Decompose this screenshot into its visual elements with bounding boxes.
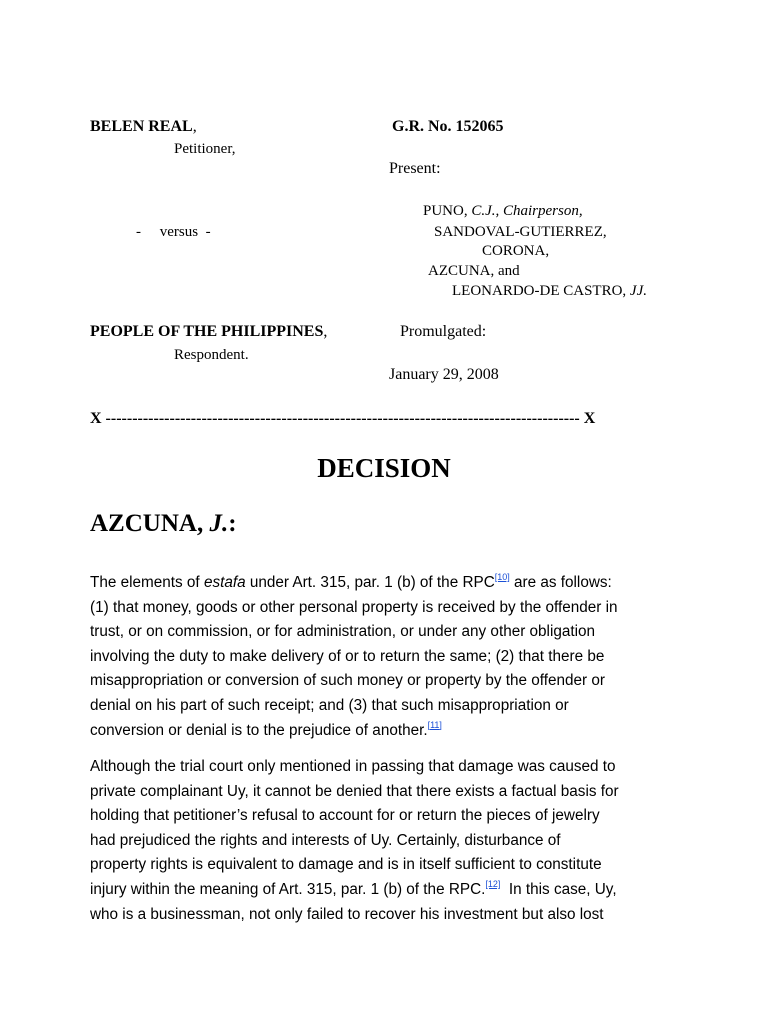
paragraph-line: conversion or denial is to the prejudice of another.[11] xyxy=(90,719,442,739)
paragraph-line: trust, or on commission, or for administration, or under any other obligation xyxy=(90,623,596,641)
paragraph-1 xyxy=(90,571,690,743)
petitioner-role: Petitioner, xyxy=(174,141,236,157)
footnote-12-link[interactable]: [12] xyxy=(485,878,501,889)
paragraph-line: The elements of estafa under Art. 315, par. 1 (b) of the RPC[10] are as follows: xyxy=(90,572,612,591)
footnote-11-link[interactable]: [11] xyxy=(427,719,442,730)
justice-corona: CORONA, xyxy=(482,243,550,259)
footnote-10-link[interactable]: [10] xyxy=(494,572,510,582)
gr-number: G.R. No. 152065 xyxy=(392,118,504,135)
present-label: Present: xyxy=(389,160,441,177)
respondent-role: Respondent. xyxy=(174,347,249,363)
caption-separator: X ----------------------------------------------------------------------------------------- X xyxy=(90,410,596,427)
justice-puno: PUNO, C.J., Chairperson, xyxy=(423,203,583,219)
paragraph-line: injury within the meaning of Art. 315, par. 1 (b) of the RPC.[12] In this case, Uy, xyxy=(90,878,617,898)
paragraph-line: private complainant Uy, it cannot be denied that there exists a factual basis for xyxy=(90,782,619,800)
decision-heading: DECISION xyxy=(317,453,451,483)
paragraph-line: property rights is equivalent to damage and is in itself sufficient to constitute xyxy=(90,856,602,874)
paragraph-line: denial on his part of such receipt; and (3) that such misappropriation or xyxy=(90,696,569,714)
ponente-heading: AZCUNA, J.: xyxy=(90,510,237,537)
paragraph-line: had prejudiced the rights and interests of Uy. Certainly, disturbance of xyxy=(90,831,561,849)
paragraph-line: involving the duty to make delivery of or to return the same; (2) that there be xyxy=(90,647,605,665)
paragraph-line: holding that petitioner’s refusal to account for or return the pieces of jewelry xyxy=(90,807,600,825)
petitioner-name: BELEN REAL xyxy=(90,118,193,135)
paragraph-line: misappropriation or conversion of such money or property by the offender or xyxy=(90,672,605,690)
paragraph-line: Although the trial court only mentioned in passing that damage was caused to xyxy=(90,758,616,775)
paragraph-line: (1) that money, goods or other personal property is received by the offender in xyxy=(90,598,618,616)
respondent-name: PEOPLE OF THE PHILIPPINES xyxy=(90,323,324,340)
promulgated-label: Promulgated: xyxy=(400,323,487,340)
justice-azcuna: AZCUNA, and xyxy=(428,263,520,279)
versus-label: - versus - xyxy=(136,224,211,240)
paragraph-line: who is a businessman, not only failed to recover his investment but also lost xyxy=(90,905,604,923)
respondent-line: PEOPLE OF THE PHILIPPINES, xyxy=(90,323,328,340)
promulgated-date: January 29, 2008 xyxy=(389,366,499,383)
justice-leonardo: LEONARDO-DE CASTRO, JJ. xyxy=(452,283,647,299)
petitioner-line: BELEN REAL, xyxy=(90,118,197,135)
justice-sandoval: SANDOVAL-GUTIERREZ, xyxy=(434,224,607,240)
paragraph-2 xyxy=(90,755,690,927)
